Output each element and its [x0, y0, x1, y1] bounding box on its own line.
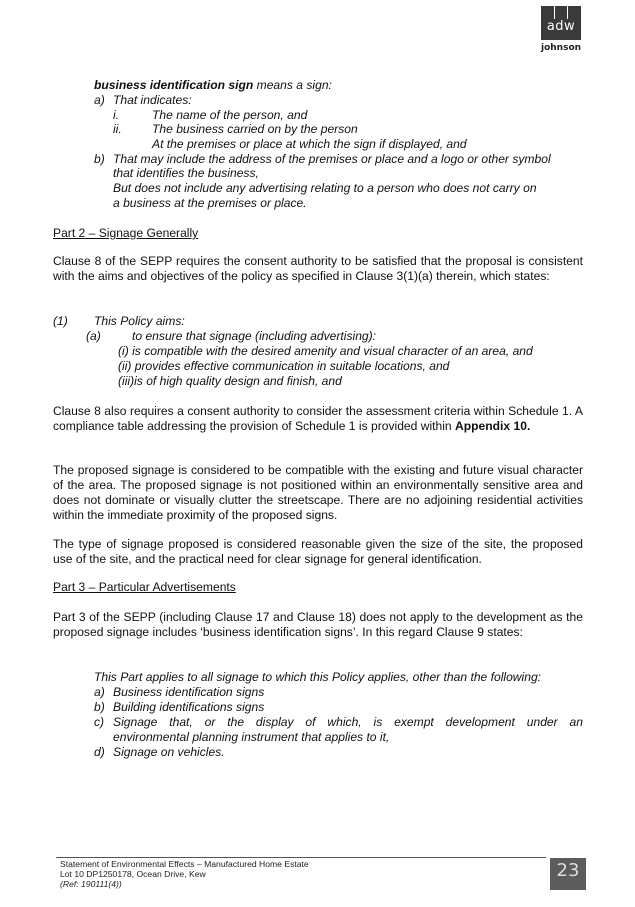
list-item-text: a business at the premises or place. — [113, 196, 307, 210]
list-item-text: (i) is compatible with the desired amenity and visual character of an area, and — [118, 344, 533, 358]
list-item-text: (ii) provides effective communication in suitable locations, and — [118, 359, 450, 373]
part3-paragraph-1: Part 3 of the SEPP (including Clause 17 and Clause 18) does not apply to the development as the proposed signage includes ‘business identification signs’. In this regard Clause 9 states: — [53, 610, 583, 639]
list-item-text: At the premises or place at which the sign if displayed, and — [152, 137, 467, 151]
list-item-text: to ensure that signage (including advertising): — [132, 329, 377, 343]
page-number: 23 — [556, 860, 580, 881]
list-item-text: environmental planning instrument that applies to it, — [113, 730, 390, 744]
part2-paragraph-1: Clause 8 of the SEPP requires the consent authority to be satisfied that the proposal is consistent with the aims and objectives of the policy as specified in Clause 3(1)(a) therein, which states: — [53, 254, 583, 283]
definition-term: business identification sign — [94, 78, 254, 92]
footer-divider — [56, 857, 546, 858]
definition-line — [94, 78, 332, 93]
list-item-text: That may include the address of the premises or place and a logo or other symbol — [113, 152, 551, 166]
list-item-text: That indicates: — [113, 93, 192, 107]
footer-reference: (Ref: 190111(4)) — [60, 879, 122, 889]
list-item-text: Signage on vehicles. — [113, 745, 225, 759]
list-marker: i. — [113, 108, 120, 122]
list-marker: d) — [94, 745, 105, 759]
logo-divider — [554, 6, 555, 19]
appendix-reference: Appendix 10. — [455, 419, 531, 433]
list-item-text: Signage that, or the display of which, is exempt development under an — [113, 715, 583, 729]
list-item-text: Business identification signs — [113, 685, 265, 699]
list-marker: a) — [94, 685, 105, 699]
logo-wordmark: johnson — [541, 43, 582, 53]
part2-paragraph-3: The proposed signage is considered to be compatible with the existing and future visual character of the area. The proposed signage is not positioned within an environmentally sensitive area and does not dominate or visually clutter the streetscape. There are no adjoining residential activities within the immediate proximity of the proposed signs. — [53, 463, 583, 522]
list-marker: (a) — [86, 329, 101, 343]
list-item-text: Building identifications signs — [113, 700, 265, 714]
list-item-text: But does not include any advertising relating to a person who does not carry on — [113, 181, 537, 195]
part3-heading: Part 3 – Particular Advertisements — [53, 580, 236, 594]
list-marker: b) — [94, 700, 105, 714]
part2-paragraph-4: The type of signage proposed is considered reasonable given the size of the site, the proposed use of the site, and the practical need for clear signage for general identification. — [53, 537, 583, 566]
list-marker: ii. — [113, 122, 122, 136]
list-marker: c) — [94, 715, 105, 729]
logo-letters: adw — [546, 19, 576, 34]
logo-divider — [567, 6, 568, 19]
list-marker: b) — [94, 152, 105, 166]
paragraph-text: Clause 8 also requires a consent authority to consider the assessment criteria within Schedule 1. A compliance table addressing the provision of Schedule 1 is provided within — [53, 404, 583, 433]
list-marker: a) — [94, 93, 105, 107]
company-logo — [541, 6, 581, 40]
part2-paragraph-2 — [53, 404, 583, 434]
definition-rest: means a sign: — [253, 78, 332, 92]
quote-text: This Part applies to all signage to which this Policy applies, other than the following: — [94, 670, 542, 684]
list-item-text: The business carried on by the person — [152, 122, 358, 136]
list-item-text: (iii)is of high quality design and finish, and — [118, 374, 342, 388]
list-item-text: This Policy aims: — [94, 314, 185, 328]
list-item-text: The name of the person, and — [152, 108, 308, 122]
footer-document-title: Statement of Environmental Effects – Manufactured Home Estate — [60, 859, 309, 869]
list-marker: (1) — [53, 314, 68, 328]
list-item-text: that identifies the business, — [113, 166, 259, 180]
part2-heading: Part 2 – Signage Generally — [53, 226, 199, 240]
footer-lot-address: Lot 10 DP1250178, Ocean Drive, Kew — [60, 869, 206, 879]
page-number-badge — [550, 858, 586, 890]
